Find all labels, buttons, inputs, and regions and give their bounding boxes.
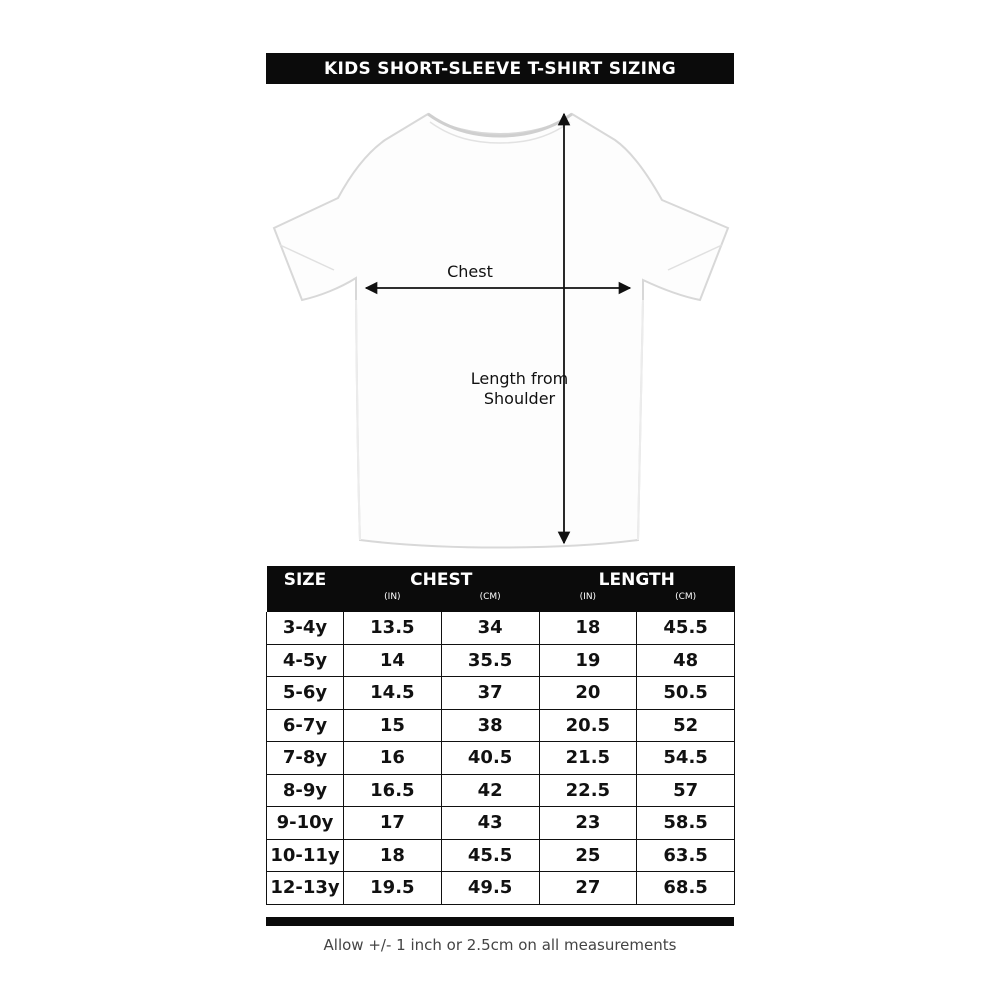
- chest-in-unit: (IN): [344, 592, 442, 612]
- length-cm-unit: (CM): [637, 592, 735, 612]
- chest-cm-cell: 42: [441, 774, 539, 807]
- chest-header: CHEST: [344, 566, 540, 592]
- size-cell: 10-11y: [267, 839, 344, 872]
- chest-in-cell: 16.5: [344, 774, 442, 807]
- length-cm-cell: 68.5: [637, 872, 735, 905]
- size-cell: 9-10y: [267, 807, 344, 840]
- chest-cm-cell: 37: [441, 677, 539, 710]
- chest-in-cell: 13.5: [344, 612, 442, 644]
- size-cell: 12-13y: [267, 872, 344, 905]
- length-in-cell: 25: [539, 839, 637, 872]
- size-table: [266, 566, 735, 905]
- table-row: [267, 774, 735, 807]
- size-cell: 8-9y: [267, 774, 344, 807]
- length-in-cell: 22.5: [539, 774, 637, 807]
- length-cm-cell: 45.5: [637, 612, 735, 644]
- chest-cm-cell: 45.5: [441, 839, 539, 872]
- tshirt-illustration: [260, 100, 740, 555]
- length-cm-cell: 57: [637, 774, 735, 807]
- tshirt-outline: [274, 114, 728, 548]
- table-row: [267, 872, 735, 905]
- table-row: [267, 644, 735, 677]
- chest-in-cell: 14.5: [344, 677, 442, 710]
- length-cm-cell: 54.5: [637, 742, 735, 775]
- size-cell: 5-6y: [267, 677, 344, 710]
- size-cell: 6-7y: [267, 709, 344, 742]
- chest-label: Chest: [447, 262, 493, 281]
- chest-cm-cell: 40.5: [441, 742, 539, 775]
- chest-cm-cell: 34: [441, 612, 539, 644]
- measurement-note: Allow +/- 1 inch or 2.5cm on all measurements: [323, 936, 677, 954]
- chest-cm-cell: 43: [441, 807, 539, 840]
- length-in-cell: 19: [539, 644, 637, 677]
- chart-title: KIDS SHORT-SLEEVE T-SHIRT SIZING: [266, 53, 734, 84]
- size-cell: 4-5y: [267, 644, 344, 677]
- length-in-cell: 23: [539, 807, 637, 840]
- tshirt-diagram: [260, 100, 740, 555]
- chest-in-cell: 15: [344, 709, 442, 742]
- chest-in-cell: 14: [344, 644, 442, 677]
- table-row: [267, 839, 735, 872]
- length-in-cell: 20.5: [539, 709, 637, 742]
- size-header: SIZE: [267, 566, 344, 592]
- length-in-cell: 21.5: [539, 742, 637, 775]
- length-cm-cell: 50.5: [637, 677, 735, 710]
- length-label: Length from Shoulder: [470, 369, 569, 408]
- chest-in-cell: 17: [344, 807, 442, 840]
- length-in-unit: (IN): [539, 592, 637, 612]
- length-cm-cell: 58.5: [637, 807, 735, 840]
- size-cell: 3-4y: [267, 612, 344, 644]
- chest-cm-cell: 38: [441, 709, 539, 742]
- table-row: [267, 709, 735, 742]
- size-subheader: [267, 592, 344, 612]
- length-in-cell: 27: [539, 872, 637, 905]
- table-row: [267, 677, 735, 710]
- table-row: [267, 807, 735, 840]
- chest-in-cell: 19.5: [344, 872, 442, 905]
- table-row: [267, 612, 735, 644]
- size-cell: 7-8y: [267, 742, 344, 775]
- chest-cm-cell: 49.5: [441, 872, 539, 905]
- chest-cm-unit: (CM): [441, 592, 539, 612]
- length-cm-cell: 52: [637, 709, 735, 742]
- length-cm-cell: 63.5: [637, 839, 735, 872]
- chest-cm-cell: 35.5: [441, 644, 539, 677]
- chest-in-cell: 18: [344, 839, 442, 872]
- table-footer-bar: [266, 917, 734, 926]
- length-header: LENGTH: [539, 566, 735, 592]
- table-row: [267, 742, 735, 775]
- length-in-cell: 20: [539, 677, 637, 710]
- chest-in-cell: 16: [344, 742, 442, 775]
- length-cm-cell: 48: [637, 644, 735, 677]
- length-in-cell: 18: [539, 612, 637, 644]
